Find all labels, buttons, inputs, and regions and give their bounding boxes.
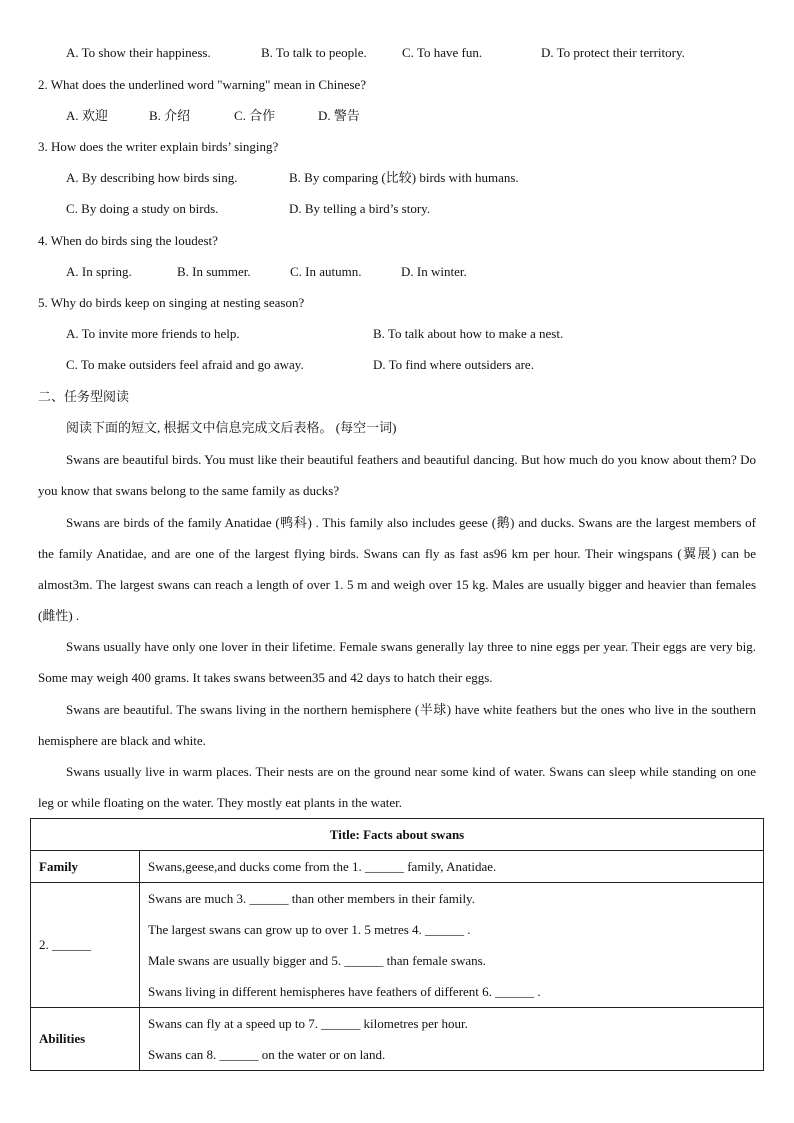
table-row xyxy=(31,1008,764,1071)
passage-paragraph-5: Swans usually live in warm places. Their nests are on the ground near some kind of water. Swans can sleep while standing on one leg or while floating on the water. They mostly eat plants in the water. xyxy=(38,764,756,810)
q5-option-d: D. To find where outsiders are. xyxy=(373,357,534,372)
q4-option-a: A. In spring. xyxy=(66,264,132,279)
row-line: The largest swans can grow up to over 1. 5 metres 4. ______ . xyxy=(148,922,471,937)
q4-question xyxy=(38,231,756,251)
row-line: Swans,geese,and ducks come from the 1. ______ family, Anatidae. xyxy=(148,859,497,874)
q4-options xyxy=(38,262,756,282)
row-content xyxy=(140,883,764,1008)
q2-option-a: A. 欢迎 xyxy=(66,108,108,123)
q2-question xyxy=(38,75,756,95)
q2-options xyxy=(38,106,756,126)
row-line: Swans can fly at a speed up to 7. ______ kilometres per hour. xyxy=(148,1016,468,1031)
q3-options-row1 xyxy=(38,168,756,188)
row-label-blank: 2. ______ xyxy=(31,883,140,1008)
q3-text: 3. How does the writer explain birds’ singing? xyxy=(38,139,279,154)
q1-option-d: D. To protect their territory. xyxy=(541,45,685,60)
passage-paragraph-1: Swans are beautiful birds. You must like their beautiful feathers and beautiful dancing. But how much do you know about them? Do you know that swans belong to the same family as ducks? xyxy=(38,452,756,498)
table-row xyxy=(31,851,764,883)
row-line: Swans can 8. ______ on the water or on land. xyxy=(148,1047,386,1062)
q5-option-a: A. To invite more friends to help. xyxy=(66,326,240,341)
row-content xyxy=(140,851,764,883)
section-heading-text: 二、任务型阅读 xyxy=(38,389,130,404)
passage-paragraph-4: Swans are beautiful. The swans living in the northern hemisphere (半球) have white feathers but the ones who live in the southern hemisphere are black and white. xyxy=(38,702,756,748)
table-row xyxy=(31,883,764,1008)
q5-options-row1 xyxy=(38,324,756,344)
table-title: Title: Facts about swans xyxy=(31,819,764,851)
q1-option-c: C. To have fun. xyxy=(402,45,483,60)
section-instruction-text: 阅读下面的短文, 根据文中信息完成文后表格。 (每空一词) xyxy=(66,420,397,435)
table-title-row xyxy=(31,819,764,851)
q2-option-d: D. 警告 xyxy=(318,108,360,123)
row-label: Abilities xyxy=(31,1008,140,1071)
q3-option-d: D. By telling a bird’s story. xyxy=(289,201,431,216)
q2-option-c: C. 合作 xyxy=(234,108,276,123)
q3-options-row2 xyxy=(38,199,756,219)
row-label: Family xyxy=(31,851,140,883)
passage-paragraph-3: Swans usually have only one lover in their lifetime. Female swans generally lay three to nine eggs per year. Their eggs are very big. Some may weigh 400 grams. It takes swans between35 and 42 days to hatch their eggs. xyxy=(38,639,756,685)
q2-option-b: B. 介绍 xyxy=(149,108,191,123)
q5-option-c: C. To make outsiders feel afraid and go away. xyxy=(66,357,304,372)
q4-text: 4. When do birds sing the loudest? xyxy=(38,233,218,248)
q5-option-b: B. To talk about how to make a nest. xyxy=(373,326,564,341)
q2-text: 2. What does the underlined word "warning" mean in Chinese? xyxy=(38,77,367,92)
facts-table xyxy=(30,818,764,1071)
q4-option-c: C. In autumn. xyxy=(290,264,362,279)
row-line: Male swans are usually bigger and 5. ______ than female swans. xyxy=(148,953,486,968)
q1-option-a: A. To show their happiness. xyxy=(66,45,211,60)
q5-options-row2 xyxy=(38,355,756,375)
q3-question xyxy=(38,137,756,157)
q1-options xyxy=(38,43,756,63)
row-line: Swans living in different hemispheres have feathers of different 6. ______ . xyxy=(148,984,541,999)
row-content xyxy=(140,1008,764,1071)
section-instruction xyxy=(66,418,756,438)
q4-option-d: D. In winter. xyxy=(401,264,467,279)
q1-option-b: B. To talk to people. xyxy=(261,45,367,60)
q3-option-c: C. By doing a study on birds. xyxy=(66,201,219,216)
q3-option-a: A. By describing how birds sing. xyxy=(66,170,238,185)
q5-text: 5. Why do birds keep on singing at nesting season? xyxy=(38,295,305,310)
q3-option-b: B. By comparing (比较) birds with humans. xyxy=(289,170,519,185)
row-line: Swans are much 3. ______ than other members in their family. xyxy=(148,891,475,906)
q4-option-b: B. In summer. xyxy=(177,264,251,279)
section-heading xyxy=(38,387,756,407)
q5-question xyxy=(38,293,756,313)
passage-paragraph-2: Swans are birds of the family Anatidae (鸭科) . This family also includes geese (鹅) and ducks. Swans are the largest members of the family Anatidae, and are one of the largest flying birds. Swans can fly as fast as96 km per hour. Their wingspans (翼展) can be almost3m. The largest swans can reach a length of over 1. 5 m and weigh over 15 kg. Males are usually bigger and heavier than females (雌性) . xyxy=(38,515,756,623)
